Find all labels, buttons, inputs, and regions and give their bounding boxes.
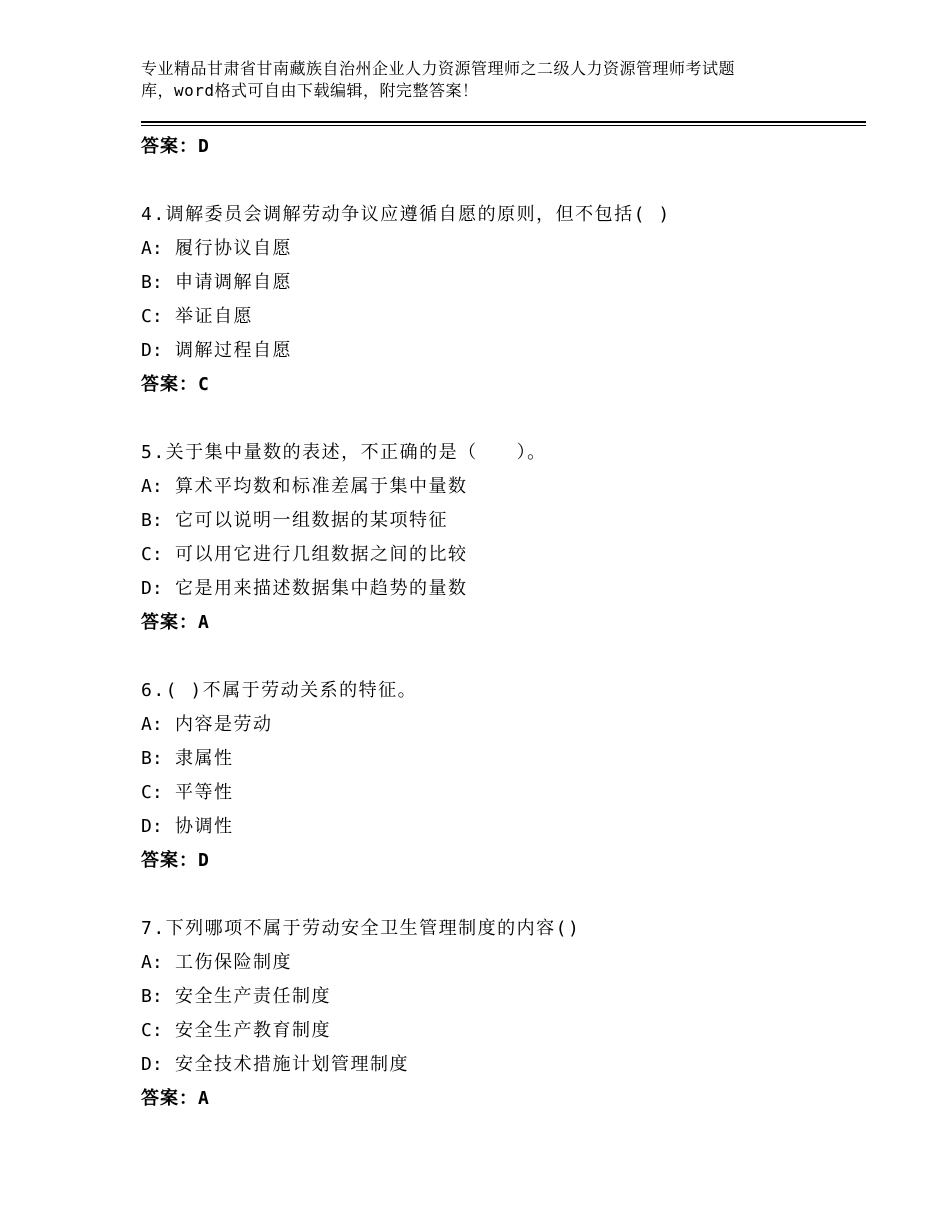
- option-d: [141, 810, 866, 844]
- option-text: 履行协议自愿: [175, 238, 292, 259]
- option-key: D:: [141, 340, 163, 361]
- header-divider-thick: [141, 121, 866, 123]
- answer-line: [141, 1082, 866, 1116]
- option-text: 协调性: [175, 816, 234, 837]
- answer-value: A: [198, 612, 210, 633]
- option-key: D:: [141, 578, 163, 599]
- question-item: [141, 436, 866, 640]
- option-key: A:: [141, 238, 163, 259]
- document-header: [141, 58, 831, 102]
- option-b: [141, 980, 866, 1014]
- option-text: 内容是劳动: [175, 714, 273, 735]
- option-key: C:: [141, 1020, 163, 1041]
- option-c: [141, 1014, 866, 1048]
- option-text: 隶属性: [175, 748, 234, 769]
- option-key: A:: [141, 476, 163, 497]
- question-title: 7.下列哪项不属于劳动安全卫生管理制度的内容(): [141, 918, 581, 939]
- question-list: [141, 130, 866, 1116]
- answer-label: 答案：: [141, 136, 198, 157]
- answer-line: [141, 606, 866, 640]
- answer-value: D: [198, 136, 210, 157]
- header-line-1: 专业精品甘肃省甘南藏族自治州企业人力资源管理师之二级人力资源管理师考试题: [141, 59, 736, 78]
- option-key: D:: [141, 816, 163, 837]
- option-a: [141, 708, 866, 742]
- answer-line: [141, 844, 866, 878]
- option-d: [141, 334, 866, 368]
- option-text: 它可以说明一组数据的某项特征: [175, 510, 448, 531]
- answer-label: 答案：: [141, 374, 198, 395]
- option-c: [141, 538, 866, 572]
- question-item: [141, 674, 866, 878]
- question-title: 5.关于集中量数的表述，不正确的是（ ）。: [141, 442, 547, 463]
- question-title: 6.( )不属于劳动关系的特征。: [141, 680, 418, 701]
- question-item: [141, 198, 866, 402]
- answer-line: [141, 368, 866, 402]
- option-key: A:: [141, 714, 163, 735]
- option-key: C:: [141, 782, 163, 803]
- option-key: A:: [141, 952, 163, 973]
- option-text: 它是用来描述数据集中趋势的量数: [175, 578, 468, 599]
- header-divider-thin: [141, 125, 866, 126]
- answer-label: 答案：: [141, 850, 198, 871]
- option-a: [141, 232, 866, 266]
- option-text: 安全技术措施计划管理制度: [175, 1054, 409, 1075]
- option-text: 可以用它进行几组数据之间的比较: [175, 544, 468, 565]
- option-b: [141, 266, 866, 300]
- option-key: B:: [141, 986, 163, 1007]
- option-key: B:: [141, 510, 163, 531]
- option-key: C:: [141, 544, 163, 565]
- answer-label: 答案：: [141, 612, 198, 633]
- option-a: [141, 946, 866, 980]
- option-text: 安全生产责任制度: [175, 986, 331, 1007]
- option-b: [141, 742, 866, 776]
- answer-value: C: [198, 374, 210, 395]
- option-text: 调解过程自愿: [175, 340, 292, 361]
- option-b: [141, 504, 866, 538]
- option-text: 举证自愿: [175, 306, 253, 327]
- option-key: B:: [141, 272, 163, 293]
- option-text: 申请调解自愿: [175, 272, 292, 293]
- question-item: [141, 912, 866, 1116]
- header-line-2: 库，word格式可自由下载编辑，附完整答案！: [141, 81, 479, 100]
- answer-line: [141, 130, 866, 164]
- answer-value: D: [198, 850, 210, 871]
- answer-label: 答案：: [141, 1088, 198, 1109]
- option-text: 安全生产教育制度: [175, 1020, 331, 1041]
- option-key: B:: [141, 748, 163, 769]
- option-d: [141, 572, 866, 606]
- option-c: [141, 300, 866, 334]
- option-key: D:: [141, 1054, 163, 1075]
- option-key: C:: [141, 306, 163, 327]
- question-title: 4.调解委员会调解劳动争议应遵循自愿的原则，但不包括( ): [141, 204, 671, 225]
- option-d: [141, 1048, 866, 1082]
- option-text: 工伤保险制度: [175, 952, 292, 973]
- option-text: 算术平均数和标准差属于集中量数: [175, 476, 468, 497]
- option-c: [141, 776, 866, 810]
- option-a: [141, 470, 866, 504]
- answer-value: A: [198, 1088, 210, 1109]
- option-text: 平等性: [175, 782, 234, 803]
